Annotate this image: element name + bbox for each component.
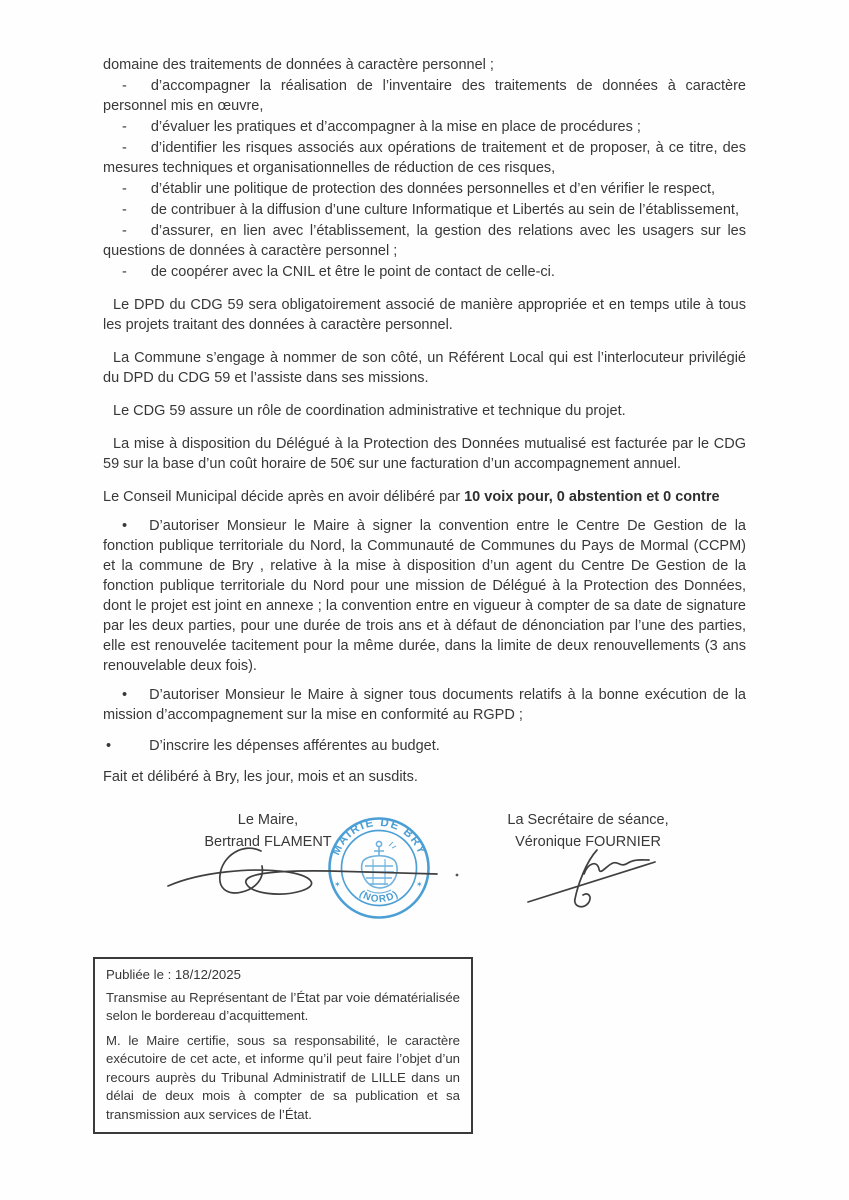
dash-marker: - xyxy=(122,119,127,135)
paragraph-dpd-association: Le DPD du CDG 59 sera obligatoirement associé de manière appropriée et en temps utile à tous les projets traitant des données à caractère personnel. xyxy=(103,297,746,333)
publication-box xyxy=(93,957,473,1134)
bullet-marker: • xyxy=(122,687,128,703)
duty-list-item xyxy=(103,117,746,137)
dash-marker: - xyxy=(122,202,127,218)
decision-bullet-item xyxy=(103,516,746,676)
paragraph-referent-local: La Commune s’engage à nommer de son côté, un Référent Local qui est l’interlocuteur privilégié du DPD du CDG 59 et l’assiste dans ses missions. xyxy=(103,350,746,386)
duty-list-item xyxy=(103,76,746,116)
continuation-line: domaine des traitements de données à caractère personnel ; xyxy=(103,57,494,73)
dash-marker: - xyxy=(122,264,127,280)
duty-text: de coopérer avec la CNIL et être le point de contact de celle-ci. xyxy=(150,264,555,280)
stamp-star-left: ✶ xyxy=(334,880,341,889)
bullet-text: D’inscrire les dépenses afférentes au budget. xyxy=(149,738,440,754)
bullet-marker: • xyxy=(122,518,128,534)
duty-list-item xyxy=(103,138,746,178)
stamp-top-text: MAIRIE DE BRY xyxy=(330,816,428,858)
secretary-name: Véronique FOURNIER xyxy=(515,834,661,850)
certification-text: M. le Maire certifie, sous sa responsabilité, le caractère exécutoire de cet acte, et informe qu’il peut faire l’objet d’un recours auprès du Tribunal Administratif de LILLE dans un délai de deux mois à compter de sa publication et sa transmission aux services de l’État. xyxy=(106,1032,460,1122)
mayor-title: Le Maire, xyxy=(237,812,299,828)
stamp-crest-icon xyxy=(362,841,397,893)
paragraph-coordination: Le CDG 59 assure un rôle de coordination administrative et technique du projet. xyxy=(113,403,626,419)
mairie-stamp-icon xyxy=(326,815,432,921)
duty-text: d’établir une politique de protection des données personnelles et d’en vérifier le respect, xyxy=(150,181,716,197)
duty-text: d’accompagner la réalisation de l’inventaire des traitements de données à caractère personnel mis en œuvre, xyxy=(103,78,746,114)
dash-marker: - xyxy=(122,140,127,156)
signature-section xyxy=(0,799,849,949)
duty-text: d’évaluer les pratiques et d’accompagner à la mise en place de procédures ; xyxy=(150,119,641,135)
ink-dot xyxy=(456,874,459,877)
decision-bullet-item xyxy=(103,736,746,756)
duty-text: d’identifier les risques associés aux opérations de traitement et de proposer, à ce titre, des mesures techniques et organisationnelles de réduction de ces risques, xyxy=(103,140,746,176)
secretary-signature-ink xyxy=(528,850,655,907)
decision-line xyxy=(103,487,746,507)
duty-text: de contribuer à la diffusion d’une culture Informatique et Libertés au sein de l’établissement, xyxy=(150,202,739,218)
vote-result: 10 voix pour, 0 abstention et 0 contre xyxy=(464,489,720,505)
stamp-bottom-text: (NORD) xyxy=(357,888,401,906)
secretary-signature-block xyxy=(478,809,698,853)
secretary-title: La Secrétaire de séance, xyxy=(507,812,669,828)
dash-marker: - xyxy=(122,223,127,239)
duty-list-item xyxy=(103,262,746,282)
duty-list-item xyxy=(103,221,746,261)
decision-bullet-item xyxy=(103,685,746,725)
duty-text: d’assurer, en lien avec l’établissement, la gestion des relations avec les usagers sur les questions de données à caractère personnel ; xyxy=(103,223,746,259)
duty-list-item xyxy=(103,200,746,220)
mayor-name: Bertrand FLAMENT xyxy=(204,834,332,850)
published-date-line: Publiée le : 18/12/2025 xyxy=(106,967,241,982)
paragraph-facturation: La mise à disposition du Délégué à la Protection des Données mutualisé est facturée par le CDG 59 sur la base d’un coût horaire de 50€ sur une facturation d’un accompagnement annuel. xyxy=(103,436,746,472)
duty-list-item xyxy=(103,179,746,199)
dash-marker: - xyxy=(122,181,127,197)
dash-marker: - xyxy=(122,78,127,94)
bullet-text: D’autoriser Monsieur le Maire à signer tous documents relatifs à la bonne exécution de la mission d’accompagnement sur la mise en conformité au RGPD ; xyxy=(103,687,746,723)
transmission-text: Transmise au Représentant de l’État par voie dématérialisée selon le bordereau d’acquittement. xyxy=(106,989,460,1023)
stamp-star-right: ✶ xyxy=(416,880,423,889)
bullet-marker: • xyxy=(106,738,112,754)
decision-prefix: Le Conseil Municipal décide après en avoir délibéré par xyxy=(103,489,465,505)
closing-line: Fait et délibéré à Bry, les jour, mois et an susdits. xyxy=(103,769,418,785)
bullet-text: D’autoriser Monsieur le Maire à signer la convention entre le Centre De Gestion de la fonction publique territoriale du Nord, la Communauté de Communes du Pays de Mormal (CCPM) et la commune de Bry , relative à la mise à disposition d’un agent du Centre De Gestion de la fonction publique territoriale du Nord pour une mission de Délégué à la Protection des Données, dont le projet est joint en annexe ; la convention entre en vigueur à compter de sa date de signature par les deux parties, pour une durée de trois ans et à défaut de dénonciation par l’une des parties, elle est renouvelée tacitement pour la même durée, dans la limite de deux renouvellements (3 ans renouvelable deux fois). xyxy=(103,518,746,674)
